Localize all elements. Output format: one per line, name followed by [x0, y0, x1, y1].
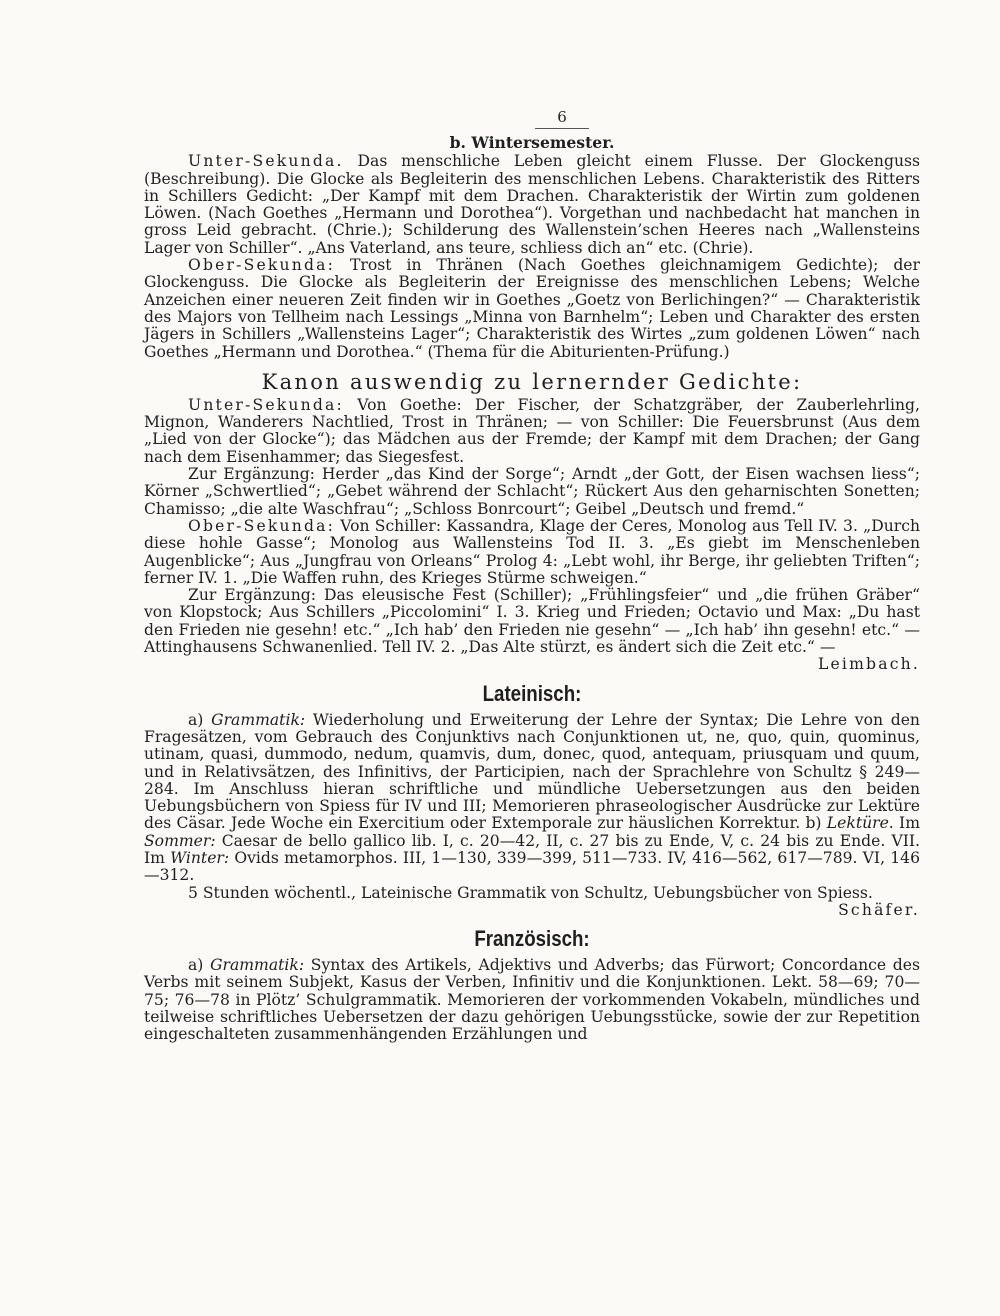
label-unter-sekunda: Unter-Sekunda.	[188, 152, 344, 171]
label-kanon-unter: Unter-Sekunda:	[188, 395, 344, 414]
section-heading-franzoesisch: Französisch:	[474, 926, 590, 952]
page-number: 6	[144, 108, 920, 130]
label-zur-ergaenzung: Zur Ergänzung:	[188, 465, 315, 484]
paragraph-latein-grammatik: a) Grammatik: Wiederholung und Erweiterung der Lehre der Syntax; Die Lehre von den Fragesätzen, vom Gebrauch des Conjunktivs nach Conjunktionen ut, ne, quo, quin, quominus, utinam, quasi, dummodo, nedum, quamvis, dum, donec, quod, antequam, priusquam und quum, und in Relativsätzen, des Infinitivs, der Participien, nach der Sprachlehre von Schultz § 249—284. Im Anschluss hieran schriftliche und mündliche Uebersetzungen aus den beiden Uebungsbüchern von Spiess für IV und III; Memorieren phraseologischer Ausdrücke zur Lektüre des Cäsar. Jede Woche ein Exercitium oder Extemporale zur häuslichen Korrektur. b) Lektüre. Im Sommer: Caesar de bello gallico lib. I, c. 20—42, II, c. 27 bis zu Ende, V, c. 24 bis zu Ende. VII. Im Winter: Ovids metamorphos. III, 1—130, 339—399, 511—733. IV, 416—562, 617—789. VI, 146—312.	[144, 710, 920, 885]
paragraph-latein-stunden: 5 Stunden wöchentl., Lateinische Grammatik von Schultz, Uebungsbücher von Spiess.	[188, 883, 873, 902]
paragraph-kanon-unter: Unter-Sekunda: Von Goethe: Der Fischer, der Schatzgräber, der Zauberlehrling, Mignon, Wanderers Nachtlied, Trost in Thränen; — von Schiller: Die Feuersbrunst (Aus dem „Lied von der Glocke“); das Mädchen aus der Fremde; der Kampf mit dem Drachen; der Gang nach dem Eisenhammer; das Siegesfest.	[144, 395, 920, 466]
signature-leimbach: Leimbach.	[817, 655, 920, 674]
page-content	[144, 108, 920, 1044]
section-heading-lateinisch: Lateinisch:	[482, 680, 582, 706]
label-ober-sekunda: Ober-Sekunda:	[188, 256, 336, 275]
paragraph-kanon-zur-ergaenzung-2: Zur Ergänzung: Das eleusische Fest (Schiller); „Frühlingsfeier“ und „die frühen Gräber“ von Klopstock; Aus Schillers „Piccolomini“ I. 3. Krieg und Frieden; Octavio und Max: „Du hast den Frieden nie gesehn! etc.“ „Ich hab’ den Frieden nie gesehn“ — „Ich hab’ ihn gesehn! etc.“ — Attinghausens Schwanenlied. Tell IV. 2. „Das Alte stürzt, es ändert sich die Zeit etc.“ —	[144, 586, 920, 657]
paragraph-unter-sekunda: Unter-Sekunda. Das menschliche Leben gleicht einem Flusse. Der Glockenguss (Beschreibung). Die Glocke als Begleiterin des menschlichen Lebens. Charakteristik des Ritters in Schillers Gedicht: „Der Kampf mit dem Drachen. Charakteristik der Wirtin zum goldenen Löwen. (Nach Goethes „Hermann und Dorothea“). Vorgethan und nachbedacht hat manchen in gross Leid gebracht. (Chrie.); Schilderung des Wallenstein’schen Heeres nach „Wallensteins Lager von Schiller“. „Ans Vaterland, ans teure, schliess dich an“ etc. (Chrie).	[144, 152, 920, 257]
kanon-heading: Kanon auswendig zu lernernder Gedichte:	[261, 369, 803, 394]
paragraph-kanon-zur-ergaenzung-1: Zur Ergänzung: Herder „das Kind der Sorge“; Arndt „der Gott, der Eisen wachsen liess“; Körner „Schwertlied“; „Gebet während der Schlacht“; Rückert Aus den geharnischten Sonetten; Chamisso; „die alte Waschfrau“; „Schloss Bonrcourt“; Geibel „Deutsch und fremd.“	[144, 465, 920, 518]
paragraph-ober-sekunda: Ober-Sekunda: Trost in Thränen (Nach Goethes gleichnamigem Gedichte); der Glockenguss. Die Glocke als Begleiterin der Ereignisse des menschlichen Lebens; Welche Anzeichen einer neueren Zeit finden wir in Goethes „Goetz von Berlichingen?“ — Charakteristik des Majors von Tellheim nach Lessings „Minna von Barnhelm“; Leben und Charakter des ersten Jägers in Schillers „Wallensteins Lager“; Charakteristik des Wirtes „zum goldenen Löwen“ nach Goethes „Hermann und Dorothea.“ (Thema für die Abiturienten-Prüfung.)	[144, 256, 920, 361]
signature-schaefer: Schäfer.	[838, 900, 920, 919]
label-zur-ergaenzung: Zur Ergänzung:	[188, 586, 317, 605]
paragraph-franz-grammatik: a) Grammatik: Syntax des Artikels, Adjektivs und Adverbs; das Fürwort; Concordance des Verbs mit seinem Subjekt, Kasus der Verben, Infinitiv und die Konjunktionen. Lekt. 58—69; 70—75; 76—78 in Plötz’ Schulgrammatik. Memorieren der vorkommenden Vokabeln, mündliches und teilweise schriftliches Uebersetzen der dazu gehörigen Uebungsstücke, sowie der zur Repetition eingeschalteten zusammenhängenden Erzählungen und	[144, 956, 921, 1044]
label-kanon-ober: Ober-Sekunda:	[188, 516, 336, 535]
paragraph-kanon-ober: Ober-Sekunda: Von Schiller: Kassandra, Klage der Ceres, Monolog aus Tell IV. 3. „Durch diese hohle Gasse“; Monolog aus Wallensteins Tod II. 3. „Es giebt im Menschenleben Augenblicke“; Aus „Jungfrau von Orleans“ Prolog 4: „Lebt wohl, ihr Berge, ihr geliebten Triften“; ferner IV. 1. „Die Waffen ruhn, des Krieges Stürme schweigen.“	[144, 516, 920, 587]
section-heading-wintersemester: b. Wintersemester.	[449, 133, 615, 152]
